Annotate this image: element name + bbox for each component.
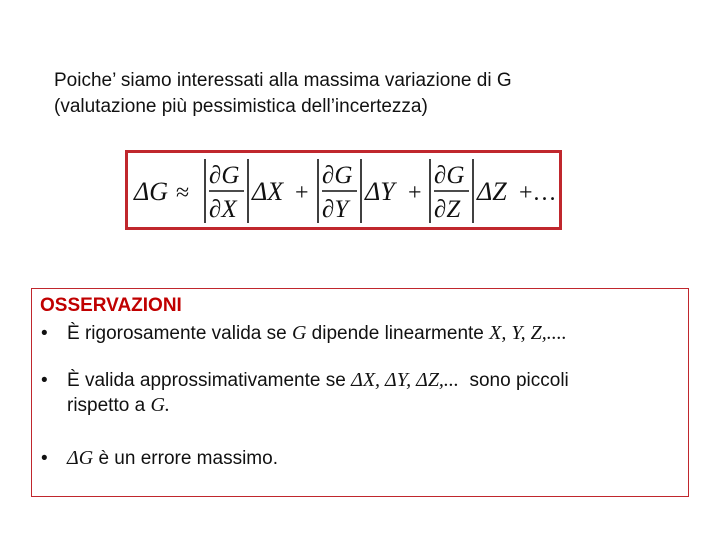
math-vars: X, Y, Z,.... bbox=[489, 322, 567, 344]
math-var: G bbox=[291, 322, 307, 344]
bullet-text: sono piccoli bbox=[458, 370, 569, 391]
formula-ellipsis: +… bbox=[519, 180, 557, 206]
partial-denominator: ∂X bbox=[209, 196, 237, 223]
observations-box bbox=[31, 288, 689, 497]
formula-box bbox=[125, 150, 562, 230]
bullet-text: È rigorosamente valida se bbox=[67, 323, 292, 344]
bullet-item bbox=[40, 446, 688, 471]
plus-sign: + bbox=[295, 180, 309, 206]
formula-lhs: ΔG bbox=[134, 177, 169, 206]
delta-term: ΔY bbox=[365, 177, 395, 206]
intro-line-2: (valutazione più pessimistica dell’incertezza) bbox=[54, 96, 428, 117]
bullet-dot: • bbox=[41, 370, 48, 391]
bullet-item bbox=[40, 368, 688, 418]
bullet-text: dipende linearmente bbox=[306, 323, 490, 344]
partial-denominator: ∂Y bbox=[322, 196, 349, 223]
observations-title: OSSERVAZIONI bbox=[40, 295, 182, 316]
intro-text bbox=[54, 68, 654, 120]
bullet-dot: • bbox=[41, 448, 48, 469]
formula-approx: ≈ bbox=[176, 180, 190, 206]
intro-line-1: Poiche’ siamo interessati alla massima variazione di G bbox=[54, 70, 512, 91]
math-var: G. bbox=[150, 394, 170, 416]
math-vars: ΔX, ΔY, ΔZ,... bbox=[351, 369, 459, 391]
bullet-dot: • bbox=[41, 323, 48, 344]
delta-term: ΔX bbox=[252, 177, 284, 206]
plus-sign: + bbox=[408, 180, 422, 206]
partial-numerator: ∂G bbox=[434, 162, 465, 189]
partial-denominator: ∂Z bbox=[434, 196, 461, 223]
partial-numerator: ∂G bbox=[209, 162, 240, 189]
bullet-text: rispetto a bbox=[67, 395, 151, 416]
bullet-item bbox=[40, 321, 688, 346]
math-var: ΔG bbox=[67, 447, 94, 469]
partial-numerator: ∂G bbox=[322, 162, 353, 189]
delta-term: ΔZ bbox=[477, 177, 507, 206]
bullet-text: È valida approssimativamente se bbox=[67, 370, 352, 391]
bullet-text: è un errore massimo. bbox=[93, 448, 278, 469]
error-propagation-formula bbox=[128, 153, 559, 227]
